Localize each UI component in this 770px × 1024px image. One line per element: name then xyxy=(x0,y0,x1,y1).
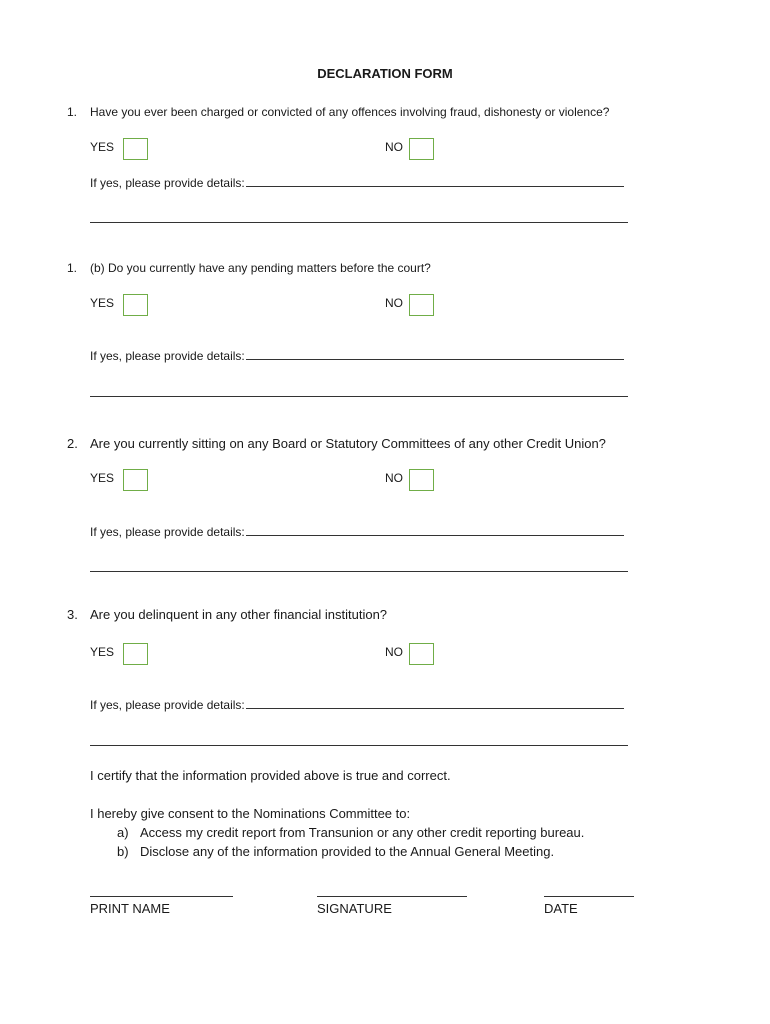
question-1-details xyxy=(90,175,624,190)
question-3-no-checkbox[interactable] xyxy=(409,643,434,665)
question-2-details-field[interactable] xyxy=(246,524,624,536)
date-label: DATE xyxy=(544,901,578,916)
certify-statement: I certify that the information provided above is true and correct. xyxy=(90,768,451,783)
question-1b-text: (b) Do you currently have any pending matters before the court? xyxy=(90,261,431,275)
question-2-details xyxy=(90,524,624,539)
question-1-details-line-2[interactable] xyxy=(90,222,628,223)
consent-item-a-marker: a) xyxy=(117,825,129,840)
question-1b-details xyxy=(90,348,624,363)
date-line[interactable] xyxy=(544,896,634,897)
question-2-yes-label: YES xyxy=(90,471,115,485)
question-2-no-label: NO xyxy=(385,471,403,485)
question-1-details-field[interactable] xyxy=(246,175,624,187)
question-1b-no-label: NO xyxy=(385,296,403,310)
consent-item-b-text: Disclose any of the information provided to the Annual General Meeting. xyxy=(140,844,555,859)
consent-intro: I hereby give consent to the Nominations Committee to: xyxy=(90,806,411,821)
question-3-details xyxy=(90,697,624,712)
question-1b-details-field[interactable] xyxy=(246,348,624,360)
question-3-number: 3. xyxy=(67,607,78,622)
question-1-text: Have you ever been charged or convicted of any offences involving fraud, dishonesty or violence? xyxy=(90,105,610,119)
question-3-details-label: If yes, please provide details: xyxy=(90,698,245,712)
question-1b-yes-checkbox[interactable] xyxy=(123,294,148,316)
signature-line[interactable] xyxy=(317,896,467,897)
consent-item-a-text: Access my credit report from Transunion or any other credit reporting bureau. xyxy=(140,825,585,840)
form-title: DECLARATION FORM xyxy=(317,66,453,81)
question-3-yes-label: YES xyxy=(90,645,115,659)
question-1b-details-label: If yes, please provide details: xyxy=(90,349,245,363)
question-1-yes-checkbox[interactable] xyxy=(123,138,148,160)
signature-label: SIGNATURE xyxy=(317,901,392,916)
question-3-no-label: NO xyxy=(385,645,403,659)
question-1-number: 1. xyxy=(67,105,78,119)
question-3-details-field[interactable] xyxy=(246,697,624,709)
question-1-yes-label: YES xyxy=(90,140,115,154)
question-1b-number: 1. xyxy=(67,261,78,275)
question-1b-no-checkbox[interactable] xyxy=(409,294,434,316)
question-1b-yes-label: YES xyxy=(90,296,115,310)
question-1-details-label: If yes, please provide details: xyxy=(90,176,245,190)
question-3-text: Are you delinquent in any other financial institution? xyxy=(90,607,388,622)
consent-item-b-marker: b) xyxy=(117,844,129,859)
question-1-no-label: NO xyxy=(385,140,403,154)
print-name-label: PRINT NAME xyxy=(90,901,170,916)
question-3-details-line-2[interactable] xyxy=(90,745,628,746)
question-1-no-checkbox[interactable] xyxy=(409,138,434,160)
question-2-details-line-2[interactable] xyxy=(90,571,628,572)
question-2-text: Are you currently sitting on any Board or Statutory Committees of any other Credit Union? xyxy=(90,436,606,451)
print-name-line[interactable] xyxy=(90,896,233,897)
question-2-yes-checkbox[interactable] xyxy=(123,469,148,491)
question-2-number: 2. xyxy=(67,436,78,451)
question-1b-details-line-2[interactable] xyxy=(90,396,628,397)
question-3-yes-checkbox[interactable] xyxy=(123,643,148,665)
question-2-details-label: If yes, please provide details: xyxy=(90,525,245,539)
question-2-no-checkbox[interactable] xyxy=(409,469,434,491)
